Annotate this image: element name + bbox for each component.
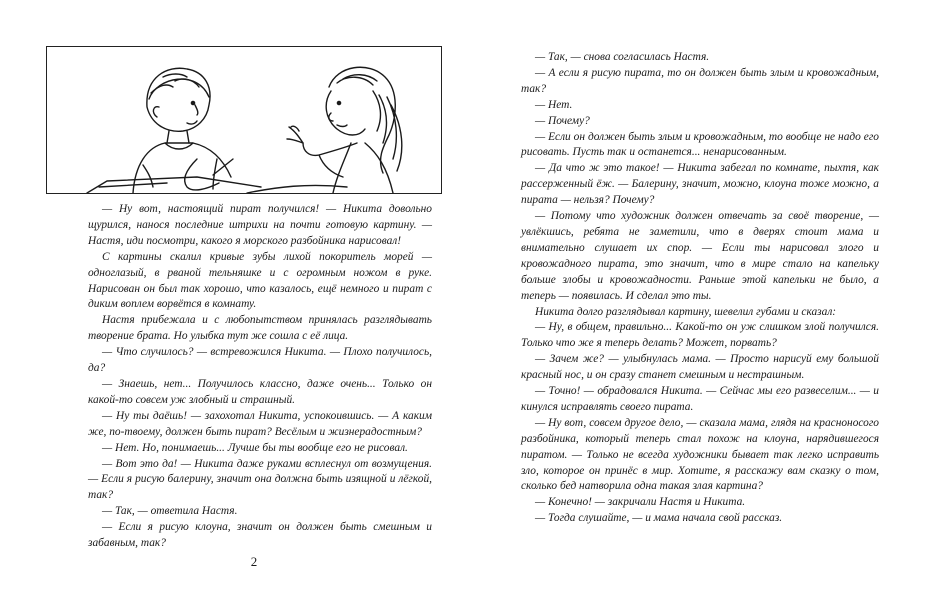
paragraph: — Что случилось? — встревожился Никита. — Плохо получилось, да?: [88, 346, 432, 375]
paragraph: Никита долго разглядывал картину, шевелил губами и сказал:: [535, 305, 837, 318]
children-drawing-icon: [47, 47, 441, 193]
paragraph: — Потому что художник должен отвечать за своё творение, — увлёкшись, ребята не заметили, что в дверях стоит мама и внимательно слушает их спор. — Если ты нарисовал злого и кровожадного пирата, это значит, что в мире стало на капельку больше злобы и кровожадности. Раньше этой капельки не было, а теперь — появилась. И сделал это ты.: [521, 210, 879, 302]
paragraph: — Нет.: [535, 98, 573, 111]
paragraph: — Конечно! — закричали Настя и Никита.: [535, 496, 746, 509]
paragraph: — Зачем же? — улыбнулась мама. — Просто нарисуй ему большой красный нос, и он сразу станет смешным и нестрашным.: [521, 353, 879, 382]
paragraph: — Да что ж это такое! — Никита забегал по комнате, пыхтя, как рассерженный ёж. — Балерину, значит, можно, клоуна тоже можно, а пирата — нельзя? Почему?: [521, 162, 879, 207]
paragraph: Настя прибежала и с любопытством принялась разглядывать творение брата. Но улыбка тут же сошла с её лица.: [88, 314, 432, 343]
paragraph: — Ну ты даёшь! — захохотал Никита, успокоившись. — А каким же, по-твоему, должен быть пират? Весёлым и жизнерадостным?: [88, 409, 432, 438]
paragraph: — Ну вот, настоящий пират получился! — Никита довольно щурился, нанося последние штрихи на почти готовую картину. — Настя, иди посмотри, какого я морского разбойника нарисовал!: [88, 203, 432, 247]
paragraph: — Если он должен быть злым и кровожадным, то вообще не надо его рисовать. Пусть так и останется... ненарисованным.: [521, 130, 879, 159]
paragraph: — А если я рисую пирата, то он должен быть злым и кровожадным, так?: [521, 66, 879, 95]
paragraph: — Ну вот, совсем другое дело, — сказала мама, глядя на красноносого разбойника, который теперь стал похож на клоуна, нарядившегося пиратом. — Только не всегда художники бывает так легко исправить зло, которое он принёс в мир. Хотите, я расскажу вам сказку о том, сколько бед натворила одна такая злая картина?: [521, 416, 879, 493]
right-text-column: [521, 50, 879, 527]
paragraph: С картины скалил кривые зубы лихой покоритель морей — одноглазый, в рваной тельняшке и с огромным ножом в руке. Нарисован он был так хорошо, что казалось, ещё немного и пират с диким воплем ворвётся в комнату.: [88, 250, 432, 311]
illustration-children: [46, 46, 442, 194]
paragraph: — Точно! — обрадовался Никита. — Сейчас мы его развеселим... — и кинулся исправлять своего пирата.: [521, 385, 879, 413]
page-number: 2: [250, 554, 258, 569]
paragraph: — Нет. Но, понимаешь... Лучше бы ты вообще его не рисовал.: [102, 441, 408, 454]
paragraph: — Ну, в общем, правильно... Какой-то он уж слишком злой получился. Только что же я теперь делать? Может, порвать?: [521, 321, 879, 350]
left-text-column: [88, 202, 432, 552]
paragraph: — Если я рисую клоуна, значит он должен быть смешным и забавным, так?: [88, 521, 432, 550]
paragraph: — Вот это да! — Никита даже руками всплеснул от возмущения. — Если я рисую балерину, значит она должна быть изящной и лёгкой, так?: [88, 457, 432, 502]
paragraph: — Так, — ответила Настя.: [102, 505, 238, 518]
paragraph: — Тогда слушайте, — и мама начала свой рассказ.: [535, 512, 783, 525]
paragraph: — Так, — снова согласилась Настя.: [535, 51, 710, 63]
paragraph: — Знаешь, нет... Получилось классно, даже очень... Только он какой-то совсем уж злобный и страшный.: [88, 377, 432, 406]
paragraph: — Почему?: [535, 114, 590, 127]
